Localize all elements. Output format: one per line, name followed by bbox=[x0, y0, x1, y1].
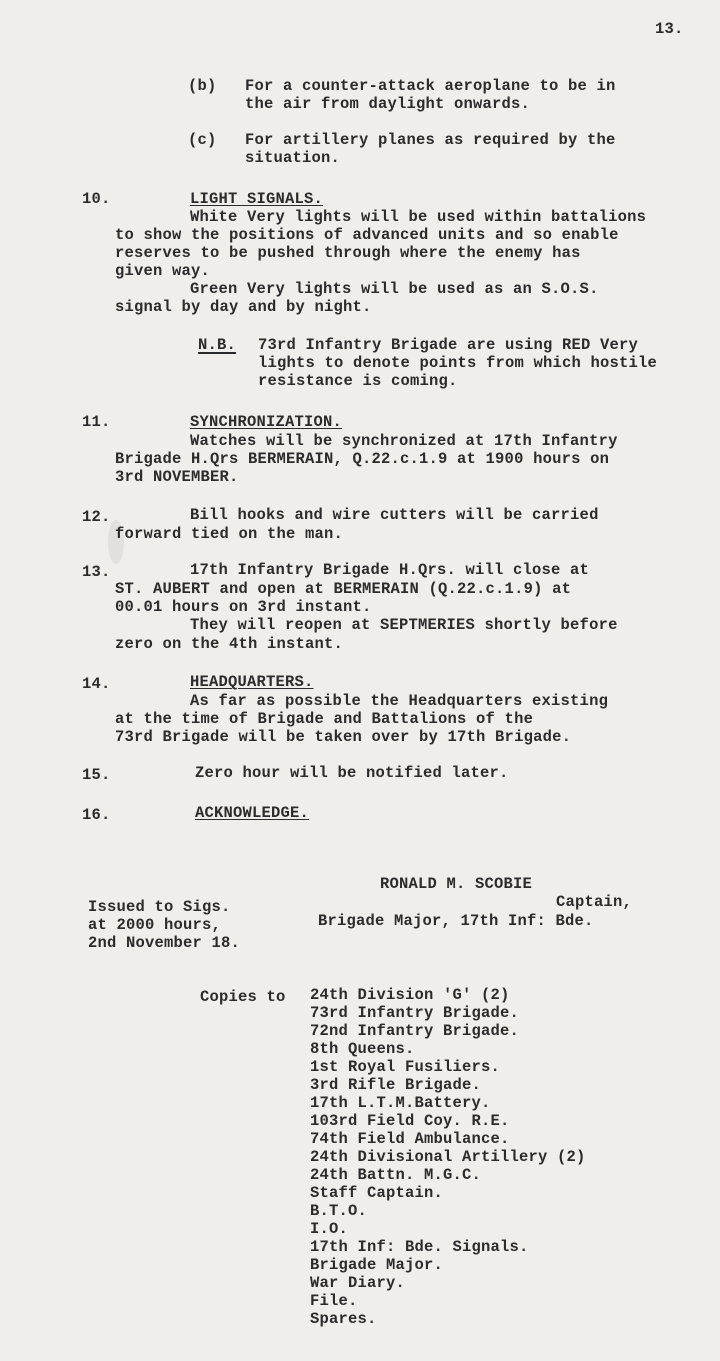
section-14-line-1: As far as possible the Headquarters existing bbox=[190, 692, 609, 710]
item-c-label: (c) bbox=[188, 131, 217, 149]
copies-list-item: I.O. bbox=[310, 1220, 349, 1238]
copies-list-item: 8th Queens. bbox=[310, 1040, 415, 1058]
issued-line-1: Issued to Sigs. bbox=[88, 898, 231, 916]
copies-list-item: 73rd Infantry Brigade. bbox=[310, 1004, 520, 1022]
copies-list-item: 24th Division 'G' (2) bbox=[310, 986, 510, 1004]
section-12-number: 12. bbox=[82, 508, 111, 526]
item-b-label: (b) bbox=[188, 77, 217, 95]
section-12-line-1: Bill hooks and wire cutters will be carried bbox=[190, 506, 599, 524]
copies-list-item: 74th Field Ambulance. bbox=[310, 1130, 510, 1148]
copies-list-item: 17th Inf: Bde. Signals. bbox=[310, 1238, 529, 1256]
section-14-number: 14. bbox=[82, 675, 111, 693]
section-13-line-3: 00.01 hours on 3rd instant. bbox=[115, 598, 372, 616]
section-10-number: 10. bbox=[82, 190, 111, 208]
copies-list-item: 24th Battn. M.G.C. bbox=[310, 1166, 482, 1184]
copies-list-item: 3rd Rifle Brigade. bbox=[310, 1076, 482, 1094]
section-10-line-5: Green Very lights will be used as an S.O.S. bbox=[190, 280, 599, 298]
section-12-line-2: forward tied on the man. bbox=[115, 525, 344, 543]
section-16-heading: ACKNOWLEDGE. bbox=[195, 804, 310, 822]
section-15-text: Zero hour will be notified later. bbox=[195, 764, 509, 782]
section-13-line-1: 17th Infantry Brigade H.Qrs. will close at bbox=[190, 561, 590, 579]
nb-line-2: lights to denote points from which hostile bbox=[258, 354, 658, 372]
copies-list-item: File. bbox=[310, 1292, 358, 1310]
nb-line-1: 73rd Infantry Brigade are using RED Very bbox=[258, 336, 639, 354]
copies-list-item: Staff Captain. bbox=[310, 1184, 444, 1202]
signature-title: Brigade Major, 17th Inf: Bde. bbox=[318, 912, 594, 930]
nb-label: N.B. bbox=[198, 336, 237, 354]
section-11-line-3: 3rd NOVEMBER. bbox=[115, 468, 239, 486]
section-14-line-3: 73rd Brigade will be taken over by 17th Brigade. bbox=[115, 728, 572, 746]
section-10-line-3: reserves to be pushed through where the enemy has bbox=[115, 244, 581, 262]
copies-label: Copies to bbox=[200, 988, 286, 1006]
section-11-number: 11. bbox=[82, 413, 111, 431]
signature-rank: Captain, bbox=[556, 893, 633, 911]
section-10-heading: LIGHT SIGNALS. bbox=[190, 190, 324, 208]
item-c-line-2: situation. bbox=[245, 149, 341, 167]
section-14-line-2: at the time of Brigade and Battalions of the bbox=[115, 710, 534, 728]
copies-list-item: 1st Royal Fusiliers. bbox=[310, 1058, 501, 1076]
section-11-heading: SYNCHRONIZATION. bbox=[190, 413, 343, 431]
copies-list-item: War Diary. bbox=[310, 1274, 406, 1292]
issued-line-3: 2nd November 18. bbox=[88, 934, 241, 952]
section-13-number: 13. bbox=[82, 563, 111, 581]
copies-list-item: 72nd Infantry Brigade. bbox=[310, 1022, 520, 1040]
copies-list-item: Brigade Major. bbox=[310, 1256, 444, 1274]
section-15-number: 15. bbox=[82, 766, 111, 784]
section-10-line-6: signal by day and by night. bbox=[115, 298, 372, 316]
copies-list-item: 24th Divisional Artillery (2) bbox=[310, 1148, 586, 1166]
item-c-line-1: For artillery planes as required by the bbox=[245, 131, 616, 149]
copies-list-item: B.T.O. bbox=[310, 1202, 368, 1220]
copies-list-item: 17th L.T.M.Battery. bbox=[310, 1094, 491, 1112]
section-13-line-4: They will reopen at SEPTMERIES shortly before bbox=[190, 616, 618, 634]
issued-line-2: at 2000 hours, bbox=[88, 916, 222, 934]
copies-list-item: 103rd Field Coy. R.E. bbox=[310, 1112, 510, 1130]
page-number: 13. bbox=[655, 20, 684, 38]
nb-line-3: resistance is coming. bbox=[258, 372, 458, 390]
section-13-line-5: zero on the 4th instant. bbox=[115, 635, 344, 653]
section-10-line-4: given way. bbox=[115, 262, 211, 280]
section-14-heading: HEADQUARTERS. bbox=[190, 673, 314, 691]
item-b-line-1: For a counter-attack aeroplane to be in bbox=[245, 77, 616, 95]
section-11-line-2: Brigade H.Qrs BERMERAIN, Q.22.c.1.9 at 1900 hours on bbox=[115, 450, 610, 468]
copies-list-item: Spares. bbox=[310, 1310, 377, 1328]
section-11-line-1: Watches will be synchronized at 17th Infantry bbox=[190, 432, 618, 450]
section-13-line-2: ST. AUBERT and open at BERMERAIN (Q.22.c.1.9) at bbox=[115, 580, 572, 598]
section-10-line-1: White Very lights will be used within battalions bbox=[190, 208, 647, 226]
item-b-line-2: the air from daylight onwards. bbox=[245, 95, 531, 113]
signature-name: RONALD M. SCOBIE bbox=[380, 875, 533, 893]
section-16-number: 16. bbox=[82, 806, 111, 824]
section-10-line-2: to show the positions of advanced units and so enable bbox=[115, 226, 619, 244]
